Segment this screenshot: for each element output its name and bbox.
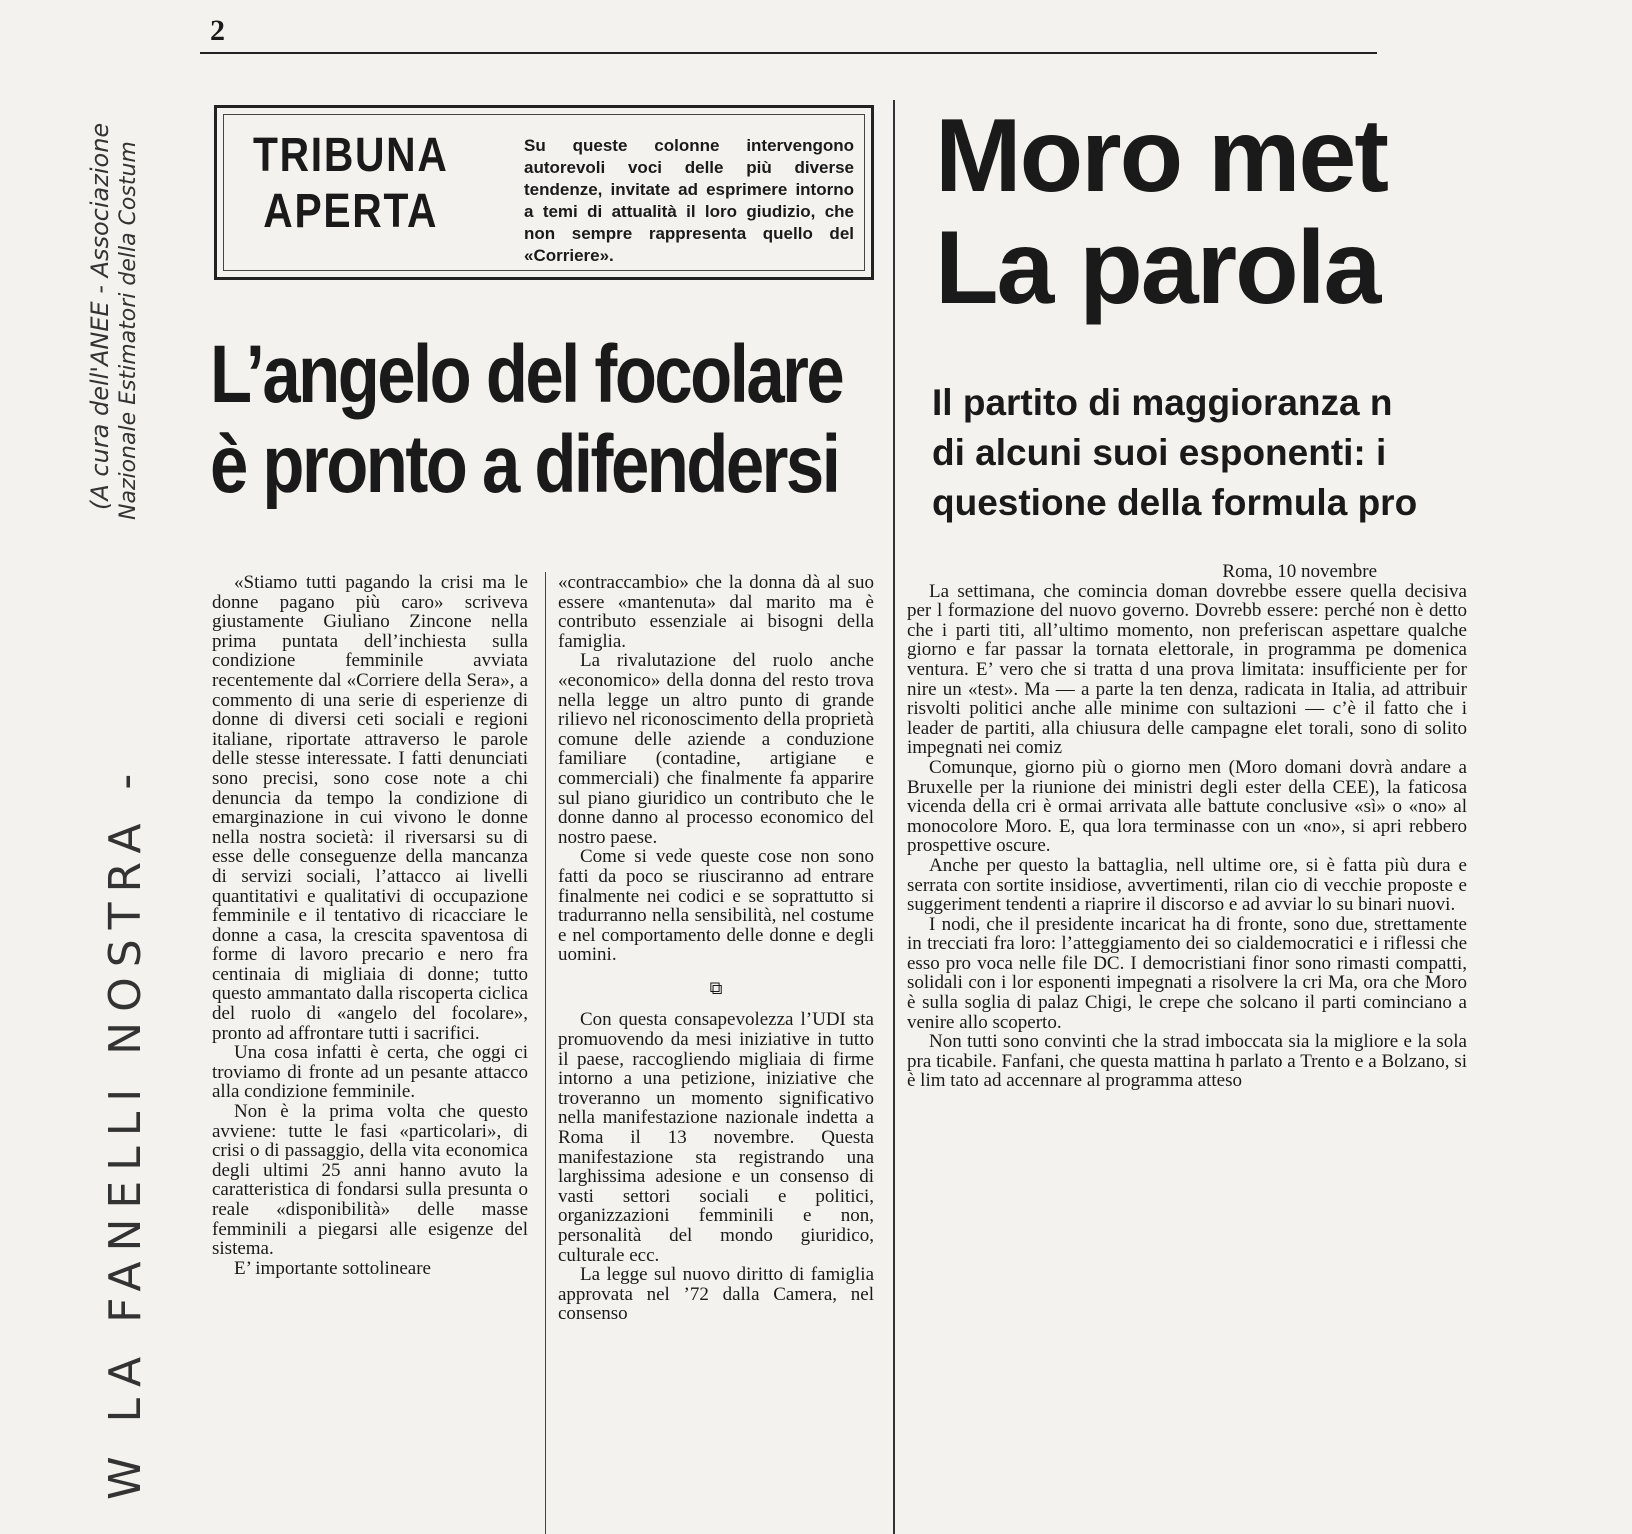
page-number: 2 bbox=[210, 14, 225, 47]
right-sub-line1: Il partito di maggioranza n bbox=[932, 382, 1393, 423]
paragraph: Comunque, giorno più o giorno men (Moro domani dovrà andare a Bruxelle per la riunione dei ministri degli ester della CEE), la faticosa vicenda della cri è ormai arrivata alle battute conclusive «sì» o «no» al monocolore Moro. E, qua lora terminasse con un «no», si apri rebbero prospettive oscure. bbox=[907, 756, 1467, 857]
handwritten-note-1: (A cura dell'ANEE - Associazione bbox=[86, 122, 114, 510]
right-headline-line1: Moro met bbox=[935, 98, 1387, 214]
paragraph: I nodi, che il presidente incaricat ha di fronte, sono due, strettamente in trecciati fra loro: l’atteggiamento dei so cialdemocratici e i riflessi che esso pro voca nelle file DC. I democristiani finor sono rimasti compatti, solidali con i lor esponenti impegnati a risolvere la cri Ma, ora che Moro è sulla soglia di palaz Chigi, le crepe che solcano il parti cominciano a venire allo scoperto. bbox=[907, 913, 1467, 1033]
tribuna-note: Su queste colonne intervengono autorevoli voci delle più diverse tendenze, invitate ad esprimere intorno a temi di attualità il loro giudizio, che non sempre rappresenta quello del «Corriere». bbox=[524, 136, 854, 265]
right-sub-line3: questione della formula pro bbox=[932, 482, 1418, 523]
paragraph: E’ importante sottolineare bbox=[234, 1257, 431, 1279]
article-column-1 bbox=[212, 573, 528, 1278]
paragraph: Non è la prima volta che questo avviene: tutte le fasi «particolari», di crisi o di passaggio, della vita economica degli ultimi 25 anni hanno avuto la caratteristica di fondarsi sulla presunta o reale «disponibilità» delle masse femminili a piegarsi alle esigenze del sistema. bbox=[212, 1101, 528, 1260]
paragraph: Non tutti sono convinti che la strad imboccata sia la migliore e la sola pra ticabile. Fanfani, che questa mattina h parlato a Trento e a Bolzano, si è lim tato ad accennare al programma atteso bbox=[907, 1031, 1467, 1092]
right-sub-line2: di alcuni suoi esponenti: i bbox=[932, 432, 1387, 473]
paragraph: Come si vede queste cose non sono fatti da poco se riusciranno ad entrare finalmente nei codici e se soprattutto si tradurranno nella sensibilità, nel costume e nel comportamento delle donne e degli uomini. bbox=[558, 846, 874, 966]
handwritten-note-3: W LA FANELLI NOSTRA - bbox=[100, 763, 151, 1500]
tribuna-line1: TRIBUNA bbox=[253, 129, 449, 182]
dateline: Roma, 10 novembre bbox=[1222, 561, 1377, 582]
tribuna-line2: APERTA bbox=[263, 185, 439, 238]
paragraph: «Stiamo tutti pagando la crisi ma le donne pagano più caro» scriveva giustamente Giuliano Zincone nella prima puntata dell’inchiesta sulla condizione femminile avviata recentemente dal «Corriere della Sera», a commento di una serie di esperienze di donne di diversi ceti sociali e regioni italiane, riportate attraverso le parole delle stesse interessate. I fatti denunciati sono precisi, sono cose note a chi denuncia da tempo la condizione di emarginazione in cui vivono le donne nella nostra società: il riversarsi su di esse delle conseguenze della mancanza di servizi sociali, l’attacco ai livelli quantitativi e qualitativi di occupazione femminile e il tentativo di ricacciare le donne a casa, la crescita spaventosa di forme di lavoro precario e nero fra centinaia di migliaia di donne; tutto questo ammantato dalla riscoperta ciclica del ruolo di «angelo del focolare», pronto ad affrontare tutti i sacrifici. bbox=[212, 572, 528, 1044]
tribuna-title bbox=[236, 128, 466, 240]
top-rule bbox=[200, 52, 1377, 54]
paragraph: Anche per questo la battaglia, nell ultime ore, si è fatta più dura e serrata con sortite insidiose, avvertimenti, rilan cio di vecchie proposte e suggeriment tendenti a riaprire il discorso e ad avviar lo su binari nuovi. bbox=[907, 854, 1467, 916]
headline-line1: L’angelo del focolare bbox=[210, 329, 843, 420]
right-headline-line2: La parola bbox=[935, 210, 1380, 326]
paragraph: «contraccambio» che la donna dà al suo essere «mantenuta» dal marito ma è contributo essenziale ai bisogni della famiglia. bbox=[558, 572, 874, 652]
section-ornament-icon: ⧉ bbox=[709, 977, 723, 998]
paragraph: La rivalutazione del ruolo anche «economico» della donna del resto trova nella legge un altro punto di grande rilievo nel riconoscimento della proprietà comune delle aziende a conduzione familiare (contadine, artigiane e commerciali) che finalmente fa apparire sul piano giuridico un contributo che le donne danno al processo economico del nostro paese. bbox=[558, 650, 874, 848]
article-headline bbox=[210, 329, 843, 510]
article-column-2 bbox=[558, 573, 874, 1324]
right-headline bbox=[935, 100, 1535, 324]
right-subheadline bbox=[932, 378, 1632, 528]
column-divider bbox=[545, 572, 546, 1534]
right-article-body bbox=[907, 562, 1467, 1091]
paragraph: La legge sul nuovo diritto di famiglia approvata nel ’72 dalla Camera, nel consenso bbox=[558, 1264, 874, 1325]
paragraph: La settimana, che comincia doman dovrebbe essere quella decisiva per l formazione del nuovo governo. Dovrebb essere: perché non è detto che i parti titi, all’ultimo momento, non preferiscan aspettare qualche giorno e far passar la tornata elettorale, in programma pe domenica ventura. E’ vero che si tratta d una prova limitata: insufficiente per for nire un «test». Ma — a parte la ten denza, radicata in Italia, ad attribuir risvolti politici anche alle minime con sultazioni — c’è il fatto che i leader de partiti, alla chiusura delle campagne elet torali, sono di solito impegnati nei comiz bbox=[907, 580, 1467, 759]
headline-line2: è pronto a difendersi bbox=[210, 419, 839, 510]
paragraph: Con questa consapevolezza l’UDI sta promuovendo da mesi iniziative in tutto il paese, raccogliendo migliaia di firme intorno a una petizione, iniziative che troveranno un momento significativo nella manifestazione nazionale indetta a Roma il 13 novembre. Questa manifestazione sta registrando una larghissima adesione e un consenso di vasti settori sociali e politici, organizzazioni femminili e non, personalità del mondo giuridico, culturale ecc. bbox=[558, 1009, 874, 1266]
handwritten-note-2: Nazionale Estimatori della Costum bbox=[116, 141, 141, 520]
paragraph: Una cosa infatti è certa, che oggi ci troviamo di fronte ad un pesante attacco alla condizione femminile. bbox=[212, 1042, 528, 1103]
right-article bbox=[895, 90, 1467, 1534]
